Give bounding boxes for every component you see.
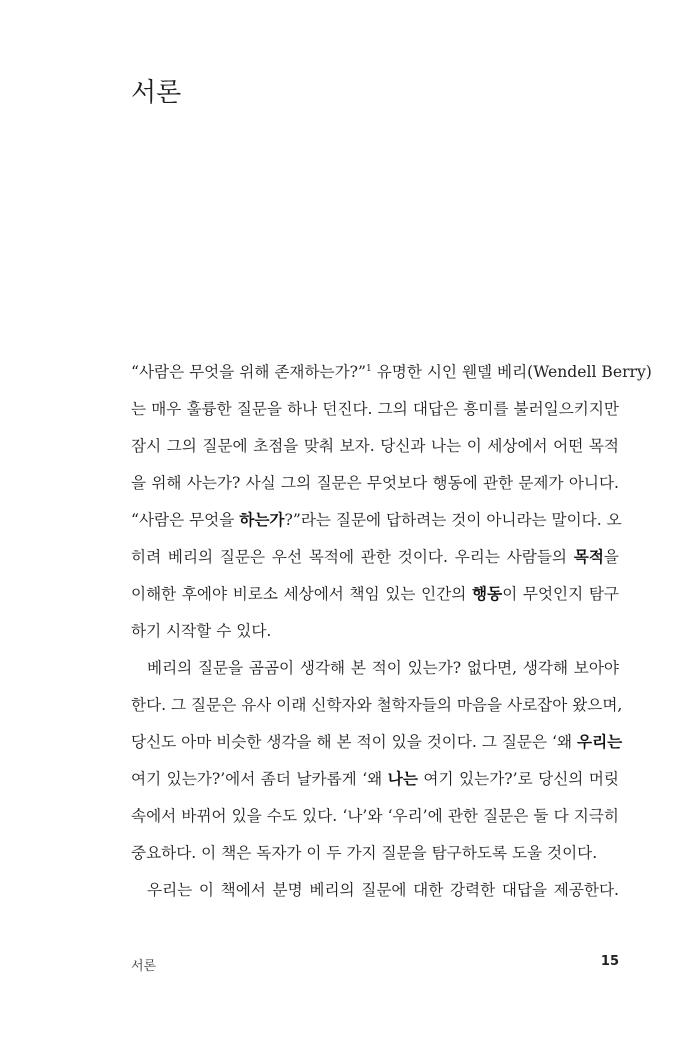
line-text: 히려 베리의 질문은 우선 목적에 관한 것이다. 우리는 사람들의 <box>131 548 574 566</box>
paragraph-1-line-4: 을 위해 사는가? 사실 그의 질문은 무엇보다 행동에 관한 문제가 아니다. <box>131 474 619 492</box>
emphasis-text: 하는가 <box>239 511 285 529</box>
line-text: 을 <box>603 548 619 566</box>
paragraph-2-line-5: 속에서 바뀌어 있을 수도 있다. ‘나’와 ‘우리’에 관한 질문은 둘 다 지극히 <box>131 807 619 825</box>
paragraph-2-line-3 <box>131 724 623 761</box>
emphasis-text: 우리는 <box>577 733 623 751</box>
running-footer-section: 서론 <box>131 959 157 974</box>
paragraph-3-line-1: 우리는 이 책에서 분명 베리의 질문에 대한 강력한 대답을 제공한다. <box>147 881 619 899</box>
paragraph-1-line-6 <box>131 539 619 576</box>
line-text: 여기 있는가?’로 당신의 머릿 <box>417 770 619 788</box>
line-text: 이 무엇인지 탐구 <box>502 585 619 603</box>
line-text: 당신도 아마 비슷한 생각을 해 본 적이 있을 것이다. 그 질문은 ‘왜 <box>131 733 577 751</box>
chapter-title: 서론 <box>131 78 182 108</box>
paragraph-2-line-1: 베리의 질문을 곰곰이 생각해 본 적이 있는가? 없다면, 생각해 보아야 <box>147 659 619 677</box>
emphasis-text: 나는 <box>387 770 418 788</box>
line-text: ?”라는 질문에 답하려는 것이 아니라는 말이다. 오 <box>284 511 622 529</box>
paragraph-2-line-2: 한다. 그 질문은 유사 이래 신학자와 철학자들의 마음을 사로잡아 왔으며, <box>131 696 623 714</box>
line-text: 여기 있는가?’에서 좀더 날카롭게 ‘왜 <box>131 770 388 788</box>
body-text <box>131 354 652 909</box>
footnote-marker[interactable]: 1 <box>366 363 372 374</box>
paragraph-1-line-3: 잠시 그의 질문에 초점을 맞춰 보자. 당신과 나는 이 세상에서 어떤 목적 <box>131 437 619 455</box>
paragraph-1-line-2: 는 매우 훌륭한 질문을 하나 던진다. 그의 대답은 흥미를 불러일으키지만 <box>131 400 619 418</box>
line-text: “사람은 무엇을 위해 존재하는가?” <box>131 363 367 381</box>
page-number: 15 <box>600 954 619 969</box>
paragraph-1-line-8: 하기 시작할 수 있다. <box>131 622 272 640</box>
paragraph-2-line-4 <box>131 761 619 798</box>
line-text: 유명한 시인 웬델 베리(Wendell Berry) <box>371 363 652 381</box>
emphasis-text: 목적 <box>573 548 604 566</box>
paragraph-1-line-5 <box>131 502 622 539</box>
line-text: 이해한 후에야 비로소 세상에서 책임 있는 인간의 <box>131 585 473 603</box>
paragraph-2-line-6: 중요하다. 이 책은 독자가 이 두 가지 질문을 탐구하도록 도울 것이다. <box>131 844 598 862</box>
emphasis-text: 행동 <box>472 585 503 603</box>
paragraph-1-line-1 <box>131 354 652 391</box>
line-text: “사람은 무엇을 <box>131 511 240 529</box>
paragraph-1-line-7 <box>131 576 619 613</box>
